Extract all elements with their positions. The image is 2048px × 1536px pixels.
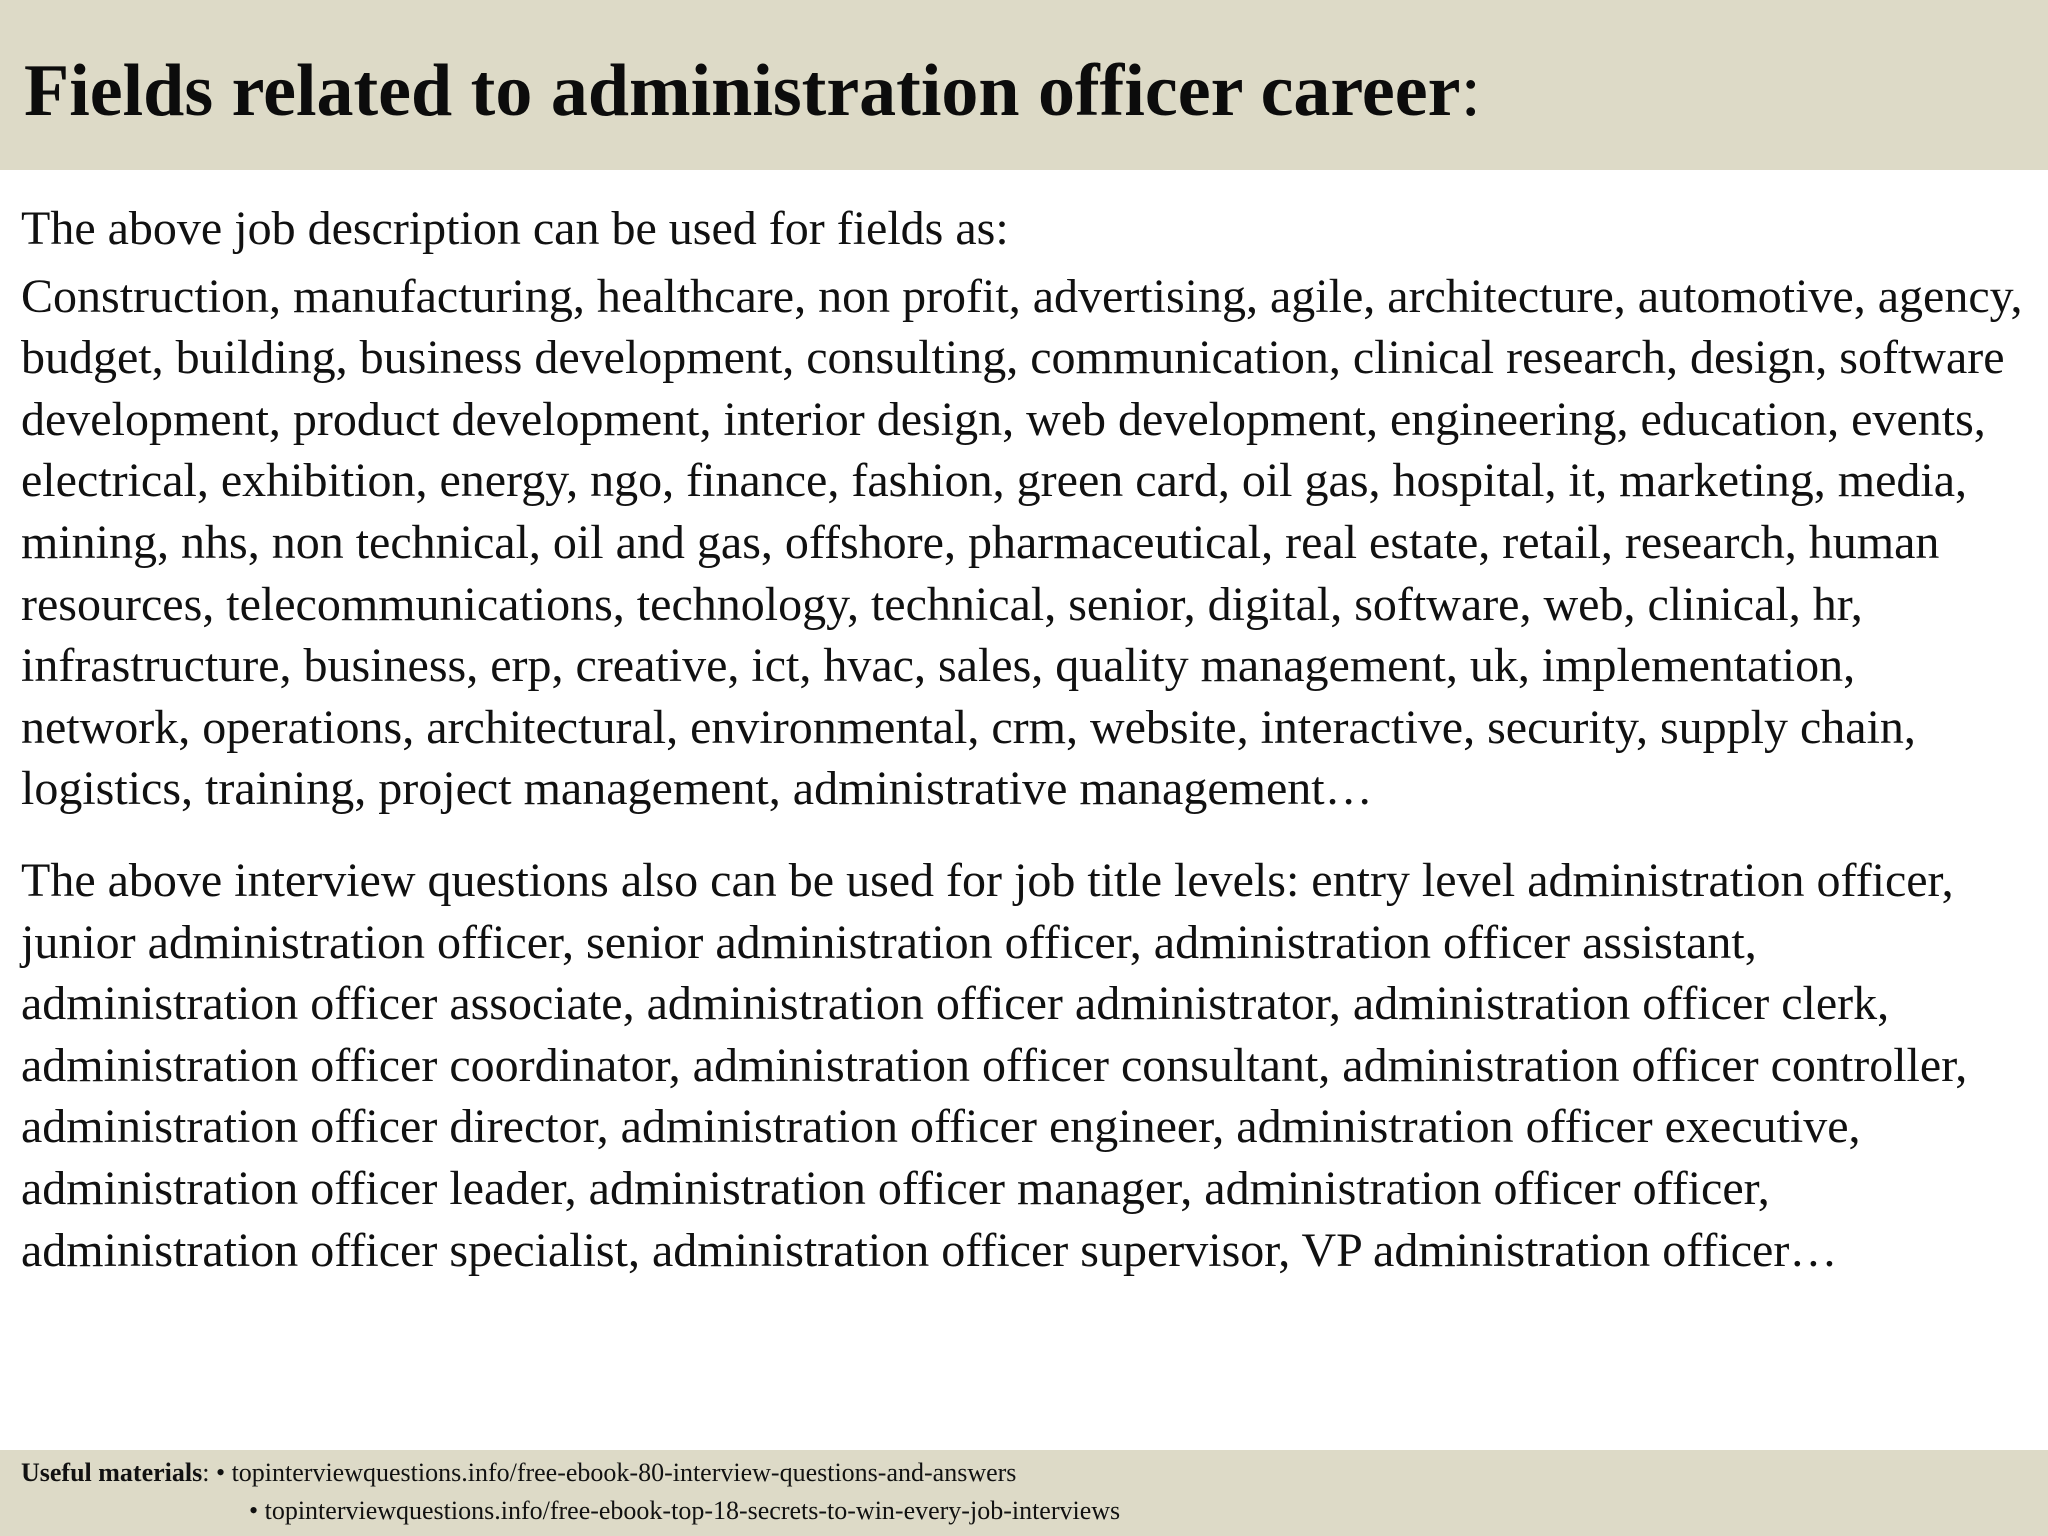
material-link[interactable]: • topinterviewquestions.info/free-ebook-top-18-secrets-to-win-every-job-interviews [249,1496,1121,1525]
material-link[interactable]: • topinterviewquestions.info/free-ebook-80-interview-questions-and-answers [215,1458,1017,1487]
slide-title [24,44,1481,138]
intro-paragraph: The above job description can be used for fields as: [21,202,1009,255]
footer-row [249,1494,1120,1528]
slide-title-text: Fields related to administration officer career [24,50,1461,132]
slide-title-colon: : [1460,50,1482,132]
footer-separator: : [202,1458,216,1487]
job-levels-paragraph: The above interview questions also can be used for job title levels: entry level administration officer, junior administration officer, senior administration officer, administration officer assistant, administration officer associate, administration officer administrator, administration officer clerk, administration officer coordinator, administration officer consultant, administration officer controller, administration officer director, administration officer engineer, administration officer executive, administration officer leader, administration officer manager, administration officer officer, administration officer specialist, administration officer supervisor, VP administration officer… [21,853,1968,1277]
useful-materials-label: Useful materials [21,1458,203,1487]
footer-row [21,1456,1016,1490]
slide-body [21,198,2031,1281]
fields-paragraph: Construction, manufacturing, healthcare, non profit, advertising, agile, architecture, automotive, agency, budget, building, business development, consulting, communication, clinical research, design, software development, product development, interior design, web development, engineering, education, events, electrical, exhibition, energy, ngo, finance, fashion, green card, oil gas, hospital, it, marketing, media, mining, nhs, non technical, oil and gas, offshore, pharmaceutical, real estate, retail, research, human resources, telecommunications, technology, technical, senior, digital, software, web, clinical, hr, infrastructure, business, erp, creative, ict, hvac, sales, quality management, uk, implementation, network, operations, architectural, environmental, crm, website, interactive, security, supply chain, logistics, training, project management, administrative management… [21,269,2023,816]
